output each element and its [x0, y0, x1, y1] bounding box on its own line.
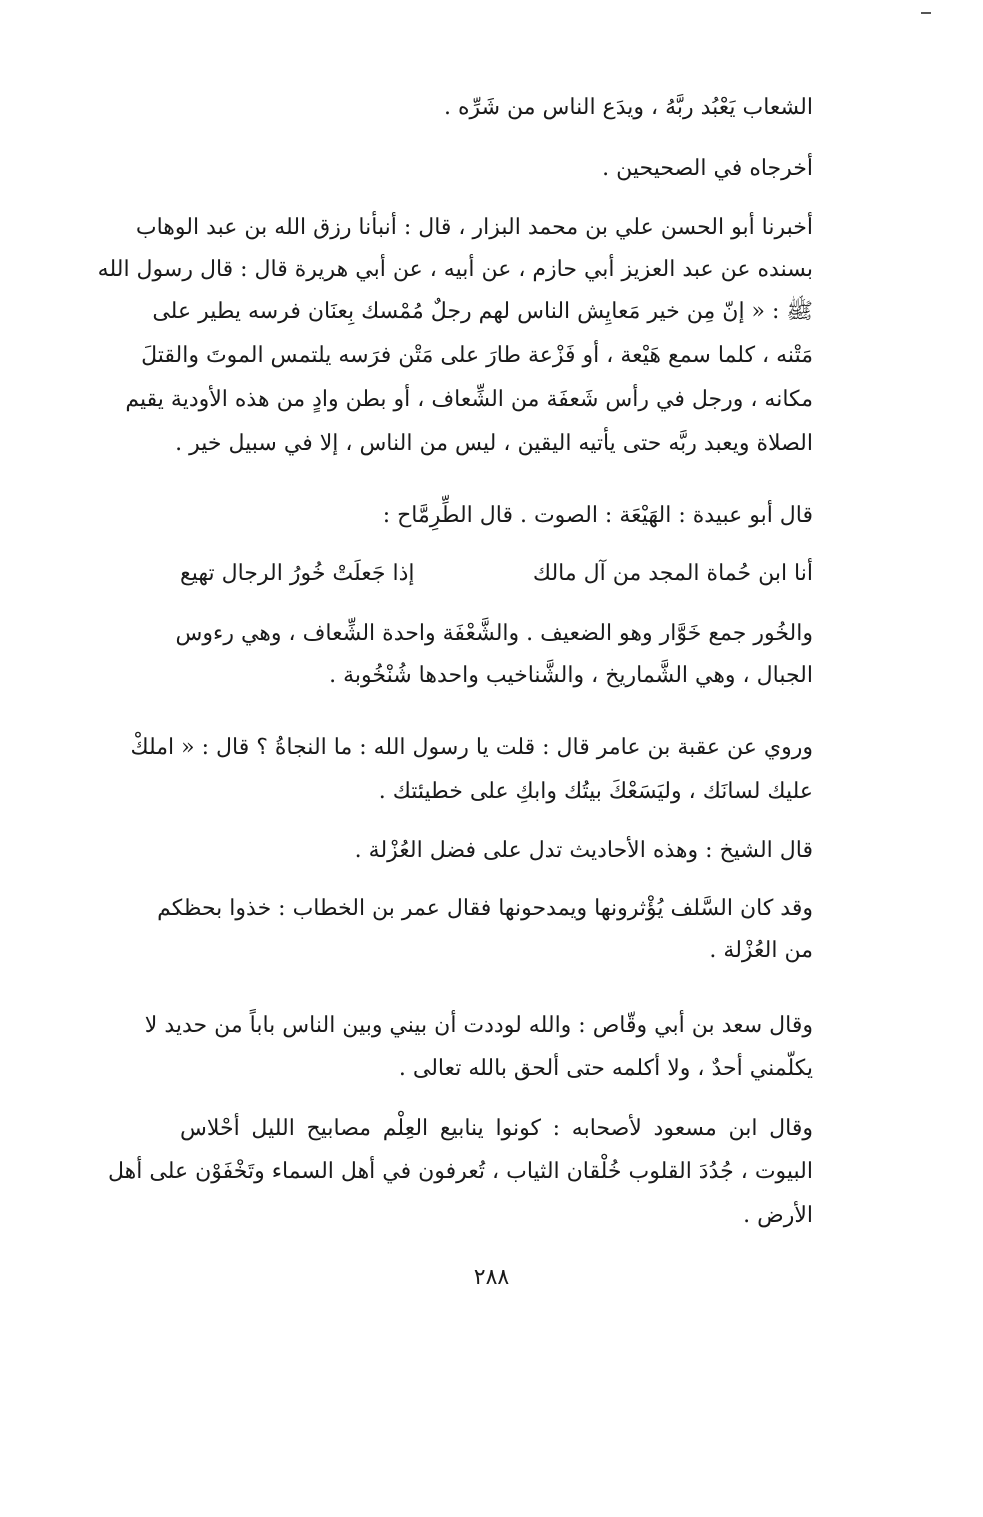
text-line: عليك لسانَك ، وليَسَعْكَ بيتُك وابكِ على خطيئتك .	[378, 779, 813, 804]
text-line: الصلاة ويعبد ربَّه حتى يأتيه اليقين ، ليس من الناس ، إلا في سبيل خير .	[175, 431, 813, 456]
text-line: من العُزْلة .	[709, 938, 813, 963]
text-line: قال الشيخ : وهذه الأحاديث تدل على فضل العُزْلة .	[354, 838, 813, 863]
text-line: أخبرنا أبو الحسن علي بن محمد البزار ، قال : أنبأنا رزق الله بن عبد الوهاب	[135, 215, 813, 240]
verse-second-hemistich: إذا جَعلَتْ خُورُ الرجال تهيع	[180, 561, 415, 586]
text-line: وقال سعد بن أبي وقّاص : والله لوددت أن بيني وبين الناس باباً من حديد لا	[144, 1013, 813, 1038]
text-line: بسنده عن عبد العزيز أبي حازم ، عن أبيه ، عن أبي هريرة قال : قال رسول الله	[97, 257, 813, 282]
scan-mark	[921, 12, 931, 14]
text-line: يكلّمني أحدٌ ، ولا أكلمه حتى ألحق بالله تعالى .	[398, 1056, 813, 1081]
page-number: ٢٨٨	[473, 1265, 510, 1290]
verse-first-hemistich: أنا ابن حُماة المجد من آل مالك	[532, 561, 813, 586]
text-line: ﷺ : « إنّ مِن خير مَعايِش الناس لهم رجلٌ مُمْسك بِعنَان فرسه يطير على	[152, 299, 813, 324]
text-line: الشعاب يَعْبُد ربَّهُ ، ويدَع الناس من شَرِّه .	[443, 95, 813, 120]
text-line: وروي عن عقبة بن عامر قال : قلت يا رسول الله : ما النجاةُ ؟ قال : « املكْ	[130, 735, 813, 760]
text-line: وقال ابن مسعود لأصحابه : كونوا ينابيع العِلْم مصابيح الليل أحْلاس	[180, 1116, 813, 1141]
text-line: قال أبو عبيدة : الهَيْعَة : الصوت . قال الطِّرِمَّاح :	[382, 503, 813, 528]
text-line: والخُور جمع خَوَّار وهو الضعيف . والشَّعْفَة واحدة الشِّعاف ، وهي رءوس	[175, 621, 813, 646]
text-line: وقد كان السَّلف يُؤْثرونها ويمدحونها فقال عمر بن الخطاب : خذوا بحظكم	[157, 896, 813, 921]
text-line: الجبال ، وهي الشَّماريخ ، والشَّناخيب واحدها شُنْخُوبة .	[329, 663, 813, 688]
text-line: مكانه ، ورجل في رأس شَعفَة من الشِّعاف ، أو بطن وادٍ من هذه الأودية يقيم	[125, 387, 813, 412]
text-line: البيوت ، جُدُدَ القلوب خُلْقان الثياب ، تُعرفون في أهل السماء وتَخْفَوْن على أهل	[108, 1159, 813, 1184]
text-line: أخرجاه في الصحيحين .	[602, 156, 813, 181]
text-line: مَتْنه ، كلما سمع هَيْعة ، أو فَزْعة طارَ على مَتْن فرَسه يلتمس الموتَ والقتلَ	[141, 343, 813, 368]
text-line: الأرض .	[743, 1203, 813, 1228]
